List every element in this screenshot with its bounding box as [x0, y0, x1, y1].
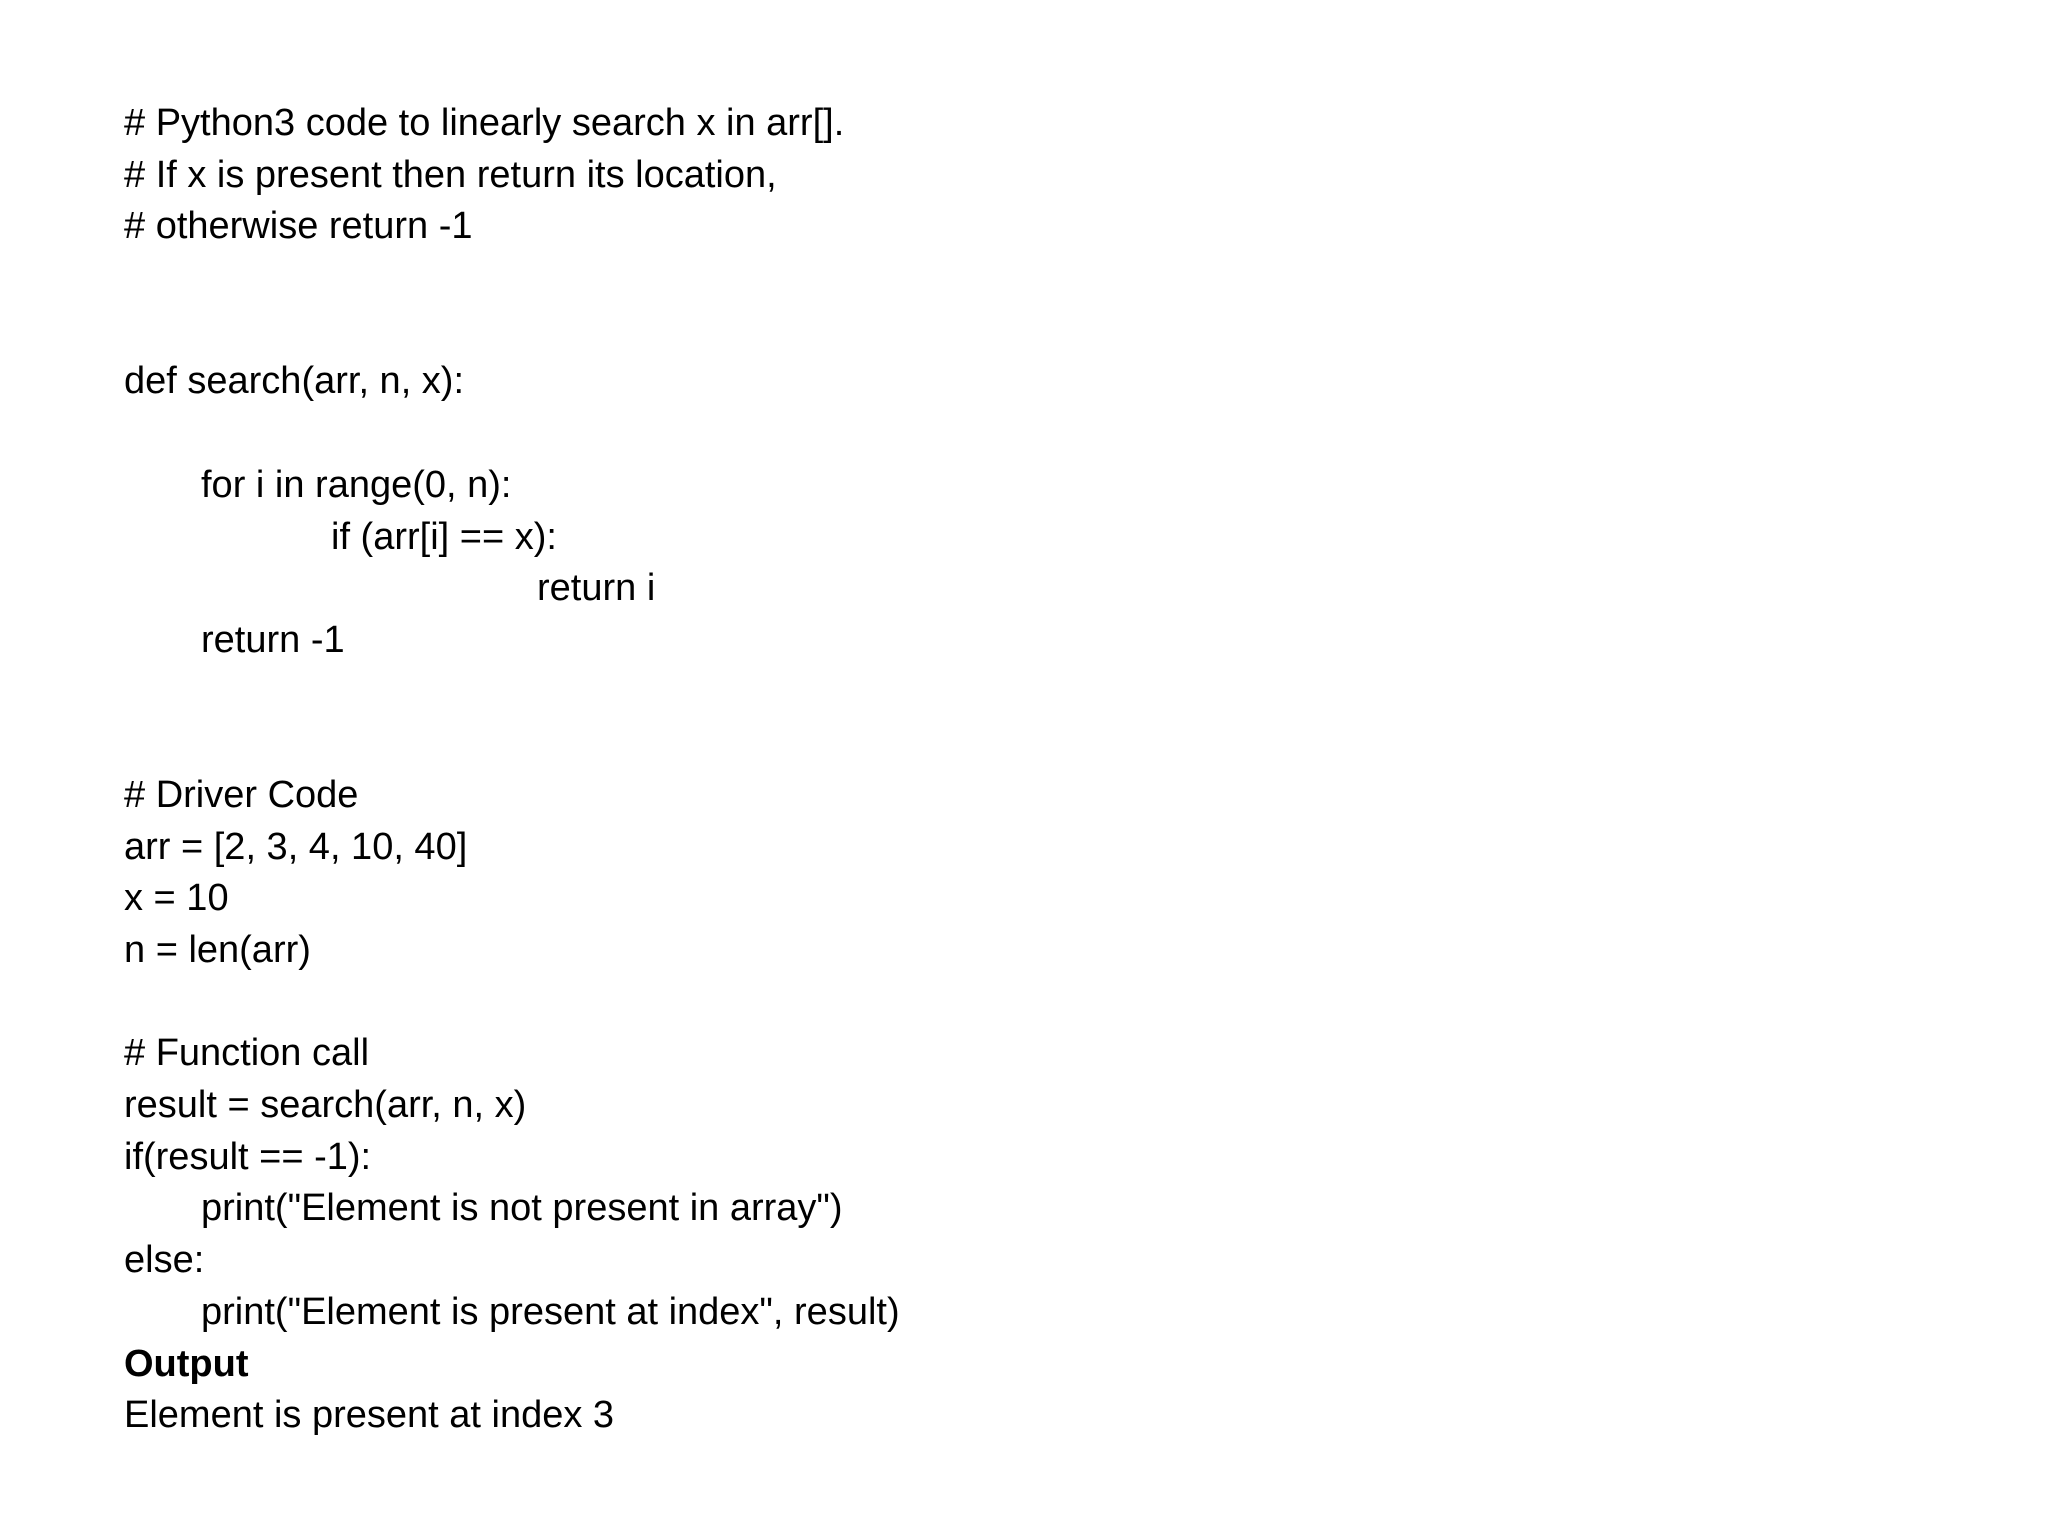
for-loop-line: for i in range(0, n): [201, 463, 512, 506]
function-call-comment: # Function call [124, 1032, 370, 1075]
n-assignment: n = len(arr) [124, 929, 311, 971]
arr-assignment: arr = [2, 3, 4, 10, 40] [124, 825, 468, 868]
print-not-present-line: print("Element is not present in array") [201, 1187, 843, 1230]
return-not-found-line: return -1 [201, 618, 345, 661]
x-assignment: x = 10 [124, 877, 229, 920]
blank-line [124, 718, 1924, 770]
result-assignment: result = search(arr, n, x) [124, 1084, 527, 1127]
print-present-line: print("Element is present at index", result) [201, 1290, 900, 1333]
comment-line: # If x is present then return its location, [124, 153, 777, 196]
function-signature: def search(arr, n, x): [124, 360, 465, 403]
blank-line [124, 667, 1924, 719]
blank-line [124, 253, 1924, 305]
output-heading: Output [124, 1342, 249, 1385]
code-block [124, 98, 1924, 1442]
return-index-line: return i [537, 567, 656, 610]
result-if-line: if(result == -1): [124, 1135, 372, 1178]
if-condition-line: if (arr[i] == x): [331, 515, 557, 558]
output-text: Element is present at index 3 [124, 1394, 615, 1437]
driver-comment: # Driver Code [124, 773, 359, 816]
else-line: else: [124, 1239, 205, 1282]
blank-line [124, 408, 1924, 460]
blank-line [124, 305, 1924, 357]
comment-line: # otherwise return -1 [124, 205, 473, 248]
blank-line [124, 977, 1924, 1029]
comment-line: # Python3 code to linearly search x in arr[]. [124, 102, 845, 144]
